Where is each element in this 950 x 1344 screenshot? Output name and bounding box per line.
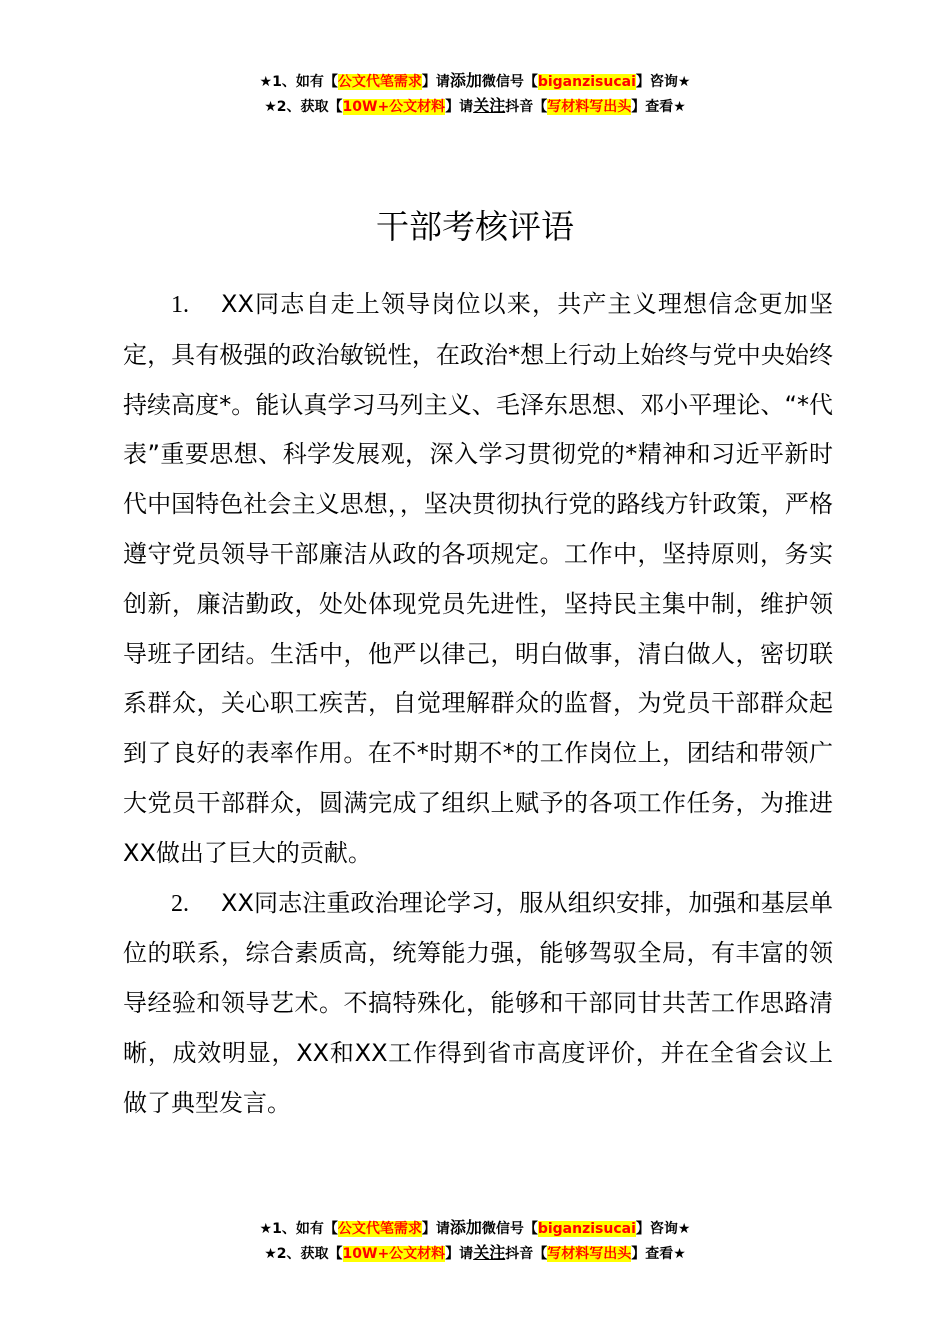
banner-text: 】查看★	[631, 1246, 686, 1262]
banner-text: 】请	[421, 74, 450, 90]
banner-text: 微信号【	[481, 74, 538, 90]
highlight-douyin: 写材料写出头	[547, 99, 632, 115]
banner-text: ★1、如有【	[259, 1221, 338, 1237]
highlight-materials: 10W+公文材料	[342, 1246, 446, 1262]
highlight-materials: 10W+公文材料	[342, 99, 446, 115]
banner-text: ★1、如有【	[259, 74, 338, 90]
banner-text: 微信号【	[481, 1221, 538, 1237]
banner-line-1	[0, 1216, 950, 1241]
banner-text: 】请	[445, 99, 474, 115]
banner-line-2	[0, 1241, 950, 1266]
document-body	[123, 280, 833, 1129]
banner-text: 】咨询★	[635, 1221, 691, 1237]
banner-emphasis: 关注	[473, 1243, 506, 1262]
paragraph-text: XX同志自走上领导岗位以来，共产主义理想信念更加坚定，具有极强的政治敏锐性，在政治*想上行动上始终与党中央始终持续高度*。能认真学习马列主义、毛泽东思想、邓小平理论、“*代表”重要思想、科学发展观，深入学习贯彻党的*精神和习近平新时代中国特色社会主义思想，，坚决贯彻执行党的路线方针政策，严格遵守党员领导干部廉洁从政的各项规定。工作中，坚持原则，务实创新，廉洁勤政，处处体现党员先进性，坚持民主集中制，维护领导班子团结。生活中，他严以律己，明白做事，清白做人，密切联系群众，关心职工疾苦，自觉理解群众的监督，为党员干部群众起到了良好的表率作用。在不*时期不*的工作岗位上，团结和带领广大党员干部群众，圆满完成了组织上赋予的各项工作任务，为推进XX做出了巨大的贡献。	[123, 290, 833, 867]
footer-banner	[0, 1216, 950, 1266]
banner-text: 】查看★	[631, 99, 686, 115]
paragraph-number: 2.	[171, 890, 189, 917]
banner-text: 】请	[445, 1246, 474, 1262]
paragraph-text: XX同志注重政治理论学习，服从组织安排，加强和基层单位的联系，综合素质高，统筹能力强，能够驾驭全局，有丰富的领导经验和领导艺术。不搞特殊化，能够和干部同甘共苦工作思路清晰，成效明显，XX和XX工作得到省市高度评价，并在全省会议上做了典型发言。	[123, 888, 833, 1117]
highlight-douyin: 写材料写出头	[547, 1246, 632, 1262]
banner-emphasis: 添加	[449, 71, 482, 90]
paragraph-1	[123, 280, 833, 879]
banner-line-2	[0, 94, 950, 119]
header-banner	[0, 69, 950, 119]
banner-text: ★2、获取【	[264, 1246, 343, 1262]
paragraph-2	[123, 879, 833, 1129]
highlight-service: 公文代笔需求	[337, 74, 422, 90]
banner-text: ★2、获取【	[264, 99, 343, 115]
banner-line-1	[0, 69, 950, 94]
banner-text: 】请	[421, 1221, 450, 1237]
banner-text: 】咨询★	[635, 74, 691, 90]
banner-text: 抖音【	[505, 1246, 548, 1262]
highlight-service: 公文代笔需求	[337, 1221, 422, 1237]
banner-text: 抖音【	[505, 99, 548, 115]
highlight-wechat-id: biganzisucai	[537, 1221, 636, 1237]
banner-emphasis: 关注	[473, 96, 506, 115]
highlight-wechat-id: biganzisucai	[537, 74, 636, 90]
banner-emphasis: 添加	[449, 1218, 482, 1237]
paragraph-number: 1.	[171, 292, 189, 318]
document-title: 干部考核评语	[376, 207, 574, 247]
